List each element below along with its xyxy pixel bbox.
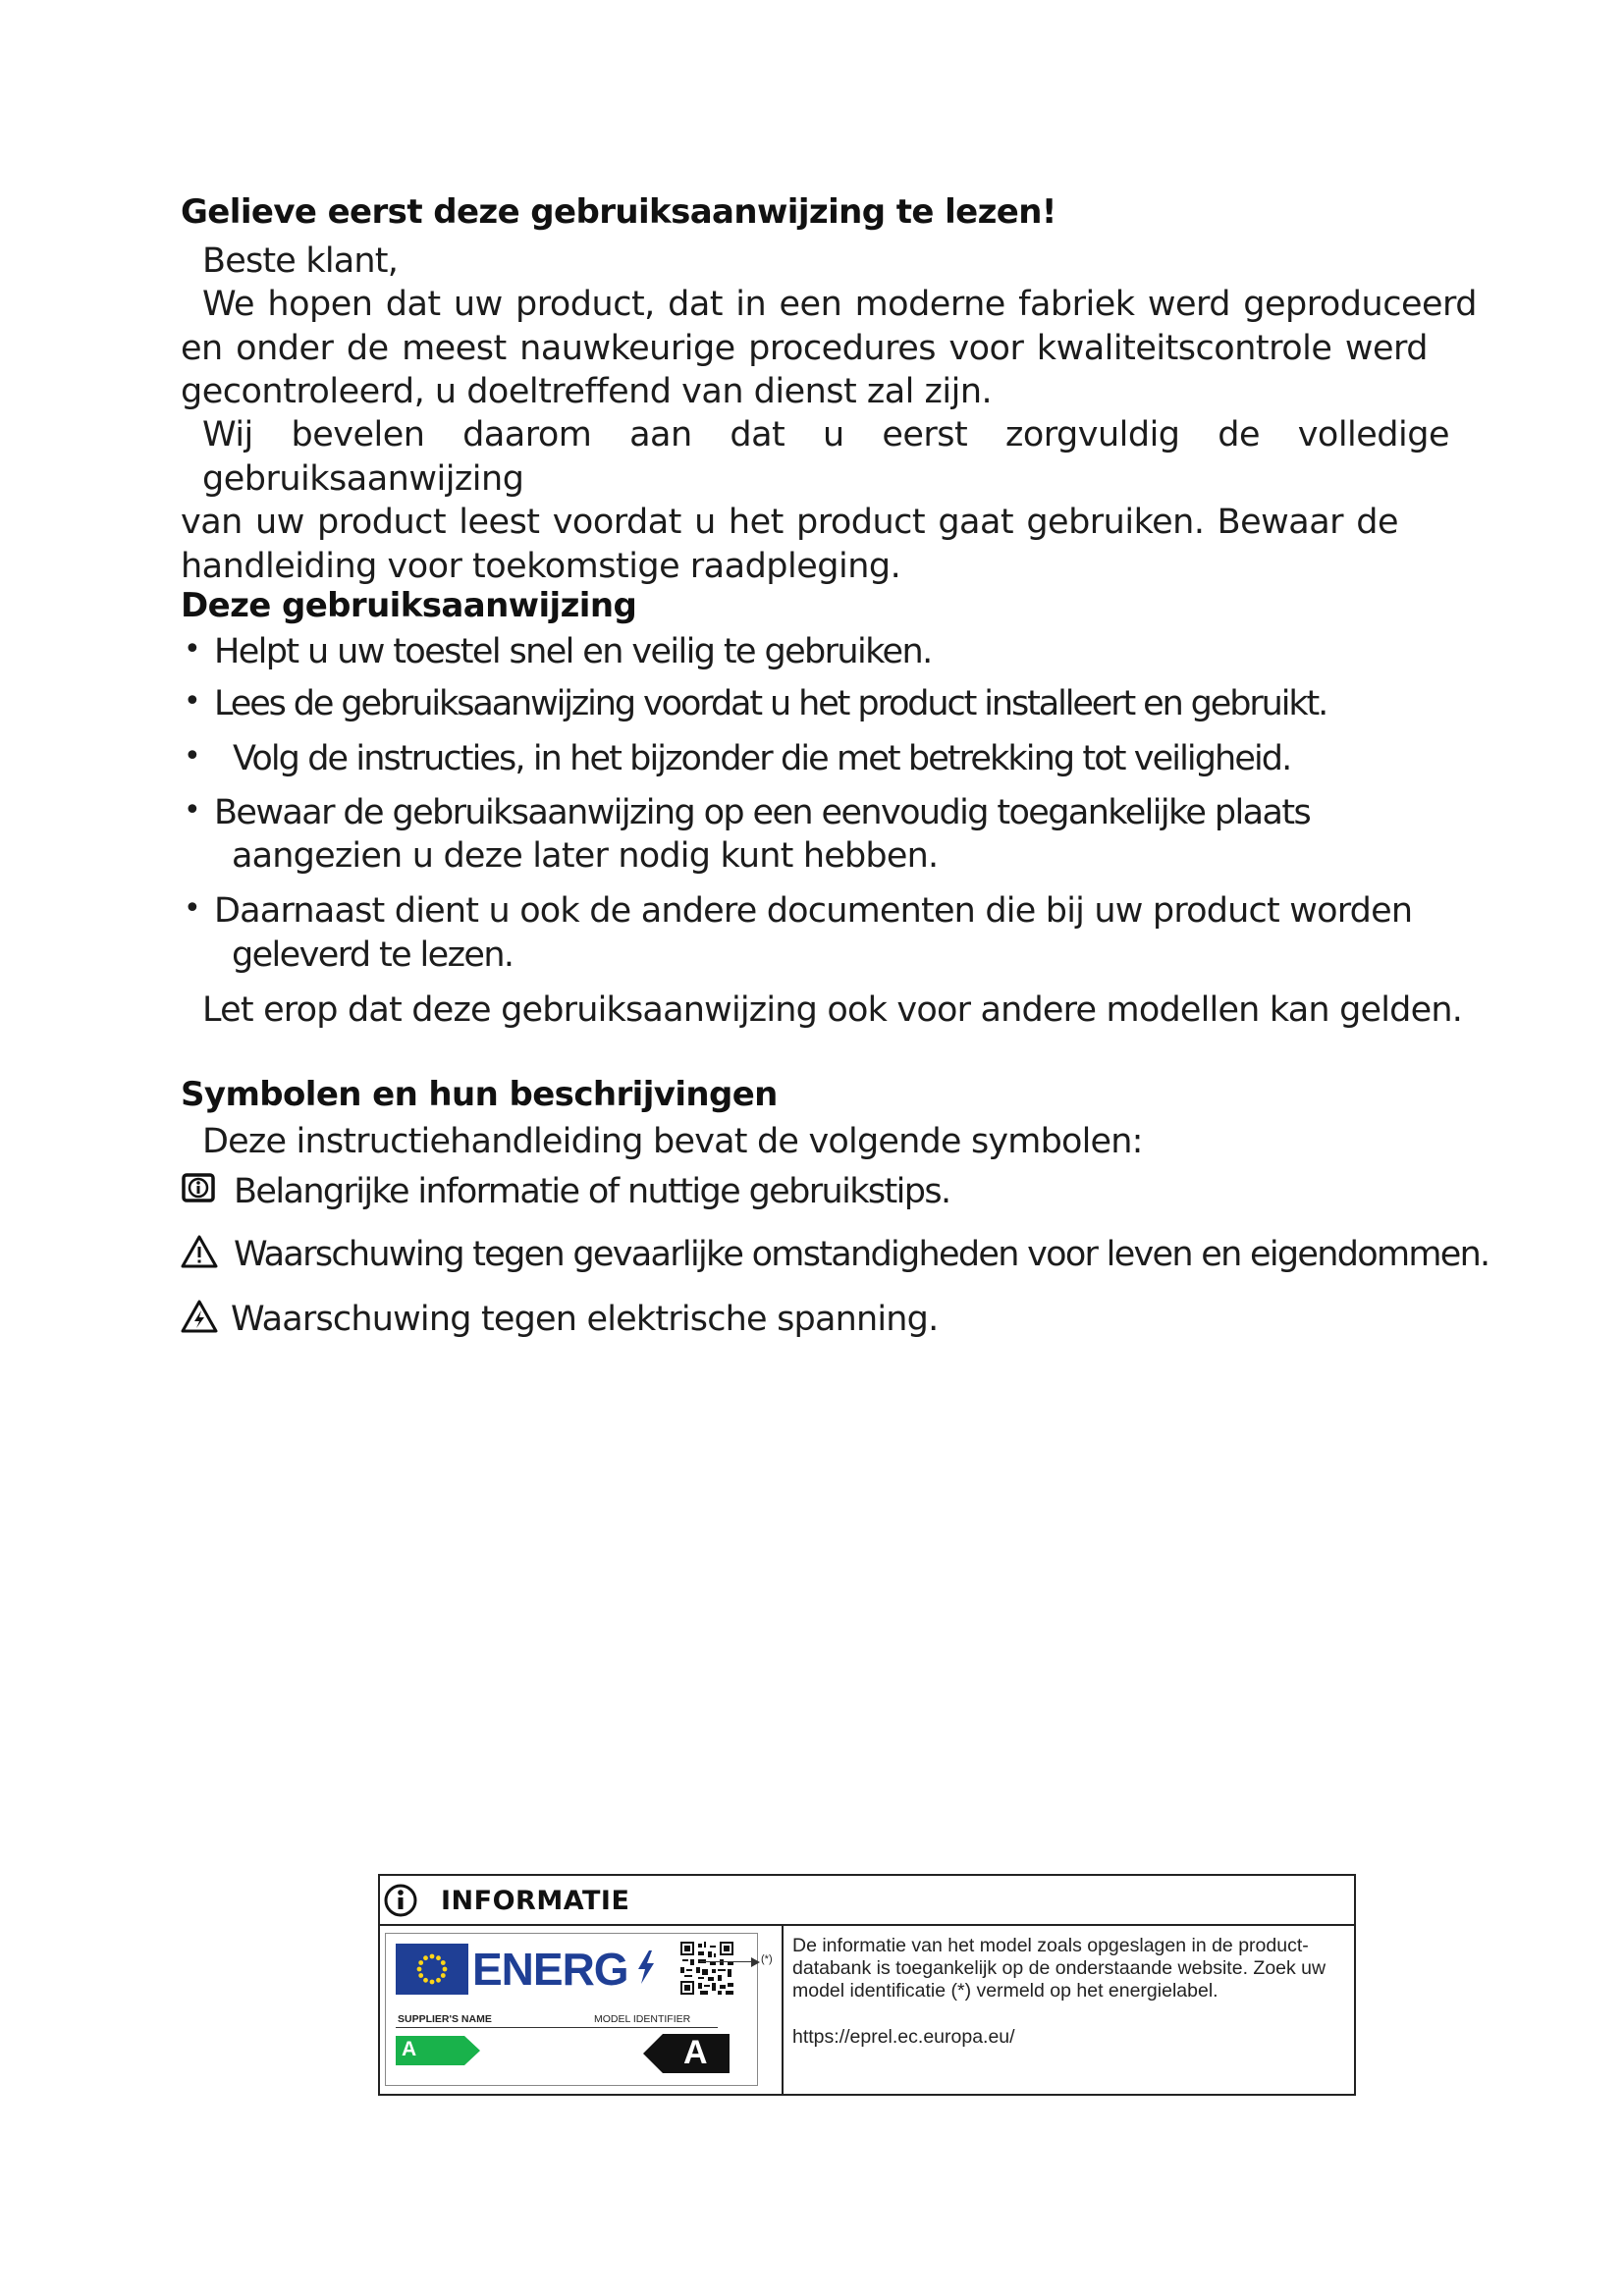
energy-word	[472, 1943, 628, 1996]
energy-class-big: A	[683, 2034, 708, 2071]
warning-triangle-icon	[180, 1234, 219, 1269]
info-description: De informatie van het model zoals opgeslagen in de product-databank is toegankelijk op de onderstaande website. Zoek uw model identificatie (*) vermeld op het energielabel.	[792, 1935, 1326, 2002]
bullet-dot: •	[184, 632, 201, 667]
manual-bullet-1: Helpt u uw toestel snel en veilig te gebruiken.	[214, 632, 932, 671]
symbol-warning-text: Waarschuwing tegen gevaarlijke omstandigheden voor leven en eigendommen.	[234, 1235, 1489, 1274]
info-header-divider	[380, 1924, 1354, 1926]
manual-bullet-5-line-2: geleverd te lezen.	[232, 935, 514, 975]
intro-p2-line-1: Wij bevelen daarom aan dat u eerst zorgvuldig de volledige gebruiksaanwijzing	[202, 415, 1449, 499]
intro-p1-line-2: en onder de meest nauwkeurige procedures voor kwaliteitscontrole werd	[181, 328, 1428, 368]
intro-heading: Gelieve eerst deze gebruiksaanwijzing te lezen!	[181, 192, 1056, 232]
model-asterisk-note: (*)	[761, 1953, 773, 1965]
manual-bullet-5-line-1: Daarnaast dient u ook de andere documenten die bij uw product worden	[214, 891, 1413, 931]
manual-bullet-2: Lees de gebruiksaanwijzing voordat u het product installeert en gebruikt.	[214, 684, 1327, 723]
symbol-info-text: Belangrijke informatie of nuttige gebruikstips.	[234, 1172, 950, 1211]
manual-heading: Deze gebruiksaanwijzing	[181, 586, 637, 625]
info-icon	[182, 1173, 215, 1202]
manual-note: Let erop dat deze gebruiksaanwijzing ook voor andere modellen kan gelden.	[202, 990, 1463, 1030]
manual-bullet-4-line-1: Bewaar de gebruiksaanwijzing op een eenvoudig toegankelijke plaats	[214, 793, 1311, 832]
model-identifier-label: MODEL IDENTIFIER	[594, 2013, 691, 2025]
intro-p1-line-1: We hopen dat uw product, dat in een moderne fabriek werd geproduceerd	[202, 285, 1477, 324]
qr-code-icon	[680, 1942, 733, 1995]
bullet-dot: •	[184, 739, 201, 774]
intro-p1-line-3: gecontroleerd, u doeltreffend van dienst zal zijn.	[181, 372, 993, 411]
bullet-dot: •	[184, 891, 201, 926]
intro-paragraph-2	[181, 413, 1477, 588]
info-column-divider	[782, 1924, 784, 2094]
greeting: Beste klant,	[202, 241, 399, 281]
intro-paragraph-1	[181, 283, 1477, 414]
supplier-name-label: SUPPLIER'S NAME	[398, 2013, 492, 2025]
eu-flag-icon	[396, 1944, 468, 1995]
symbol-electric-text: Waarschuwing tegen elektrische spanning.	[231, 1300, 939, 1339]
lightning-bolt-icon	[635, 1949, 657, 1985]
bullet-dot: •	[184, 684, 201, 719]
info-title: INFORMATIE	[441, 1886, 630, 1916]
label-rule	[396, 2027, 718, 2028]
eprel-url[interactable]: https://eprel.ec.europa.eu/	[792, 2026, 1015, 2048]
energy-class-small: A	[402, 2038, 417, 2060]
energy-word-text: ENERG	[472, 1944, 628, 1995]
electric-warning-icon	[180, 1299, 219, 1334]
manual-bullet-3: Volg de instructies, in het bijzonder die met betrekking tot veiligheid.	[233, 739, 1291, 778]
intro-p2-line-2: van uw product leest voordat u het product gaat gebruiken. Bewaar de	[181, 503, 1398, 542]
symbols-heading: Symbolen en hun beschrijvingen	[181, 1075, 778, 1114]
model-pointer-line	[700, 1961, 757, 1962]
info-circle-icon	[383, 1883, 418, 1918]
arrow-right-icon	[751, 1956, 761, 1968]
manual-bullet-4-line-2: aangezien u deze later nodig kunt hebben.	[232, 836, 939, 876]
symbols-intro: Deze instructiehandleiding bevat de volgende symbolen:	[202, 1122, 1143, 1161]
intro-p2-line-3: handleiding voor toekomstige raadpleging.	[181, 546, 901, 586]
information-box	[378, 1874, 1356, 2096]
bullet-dot: •	[184, 793, 201, 828]
energy-label	[385, 1933, 758, 2086]
